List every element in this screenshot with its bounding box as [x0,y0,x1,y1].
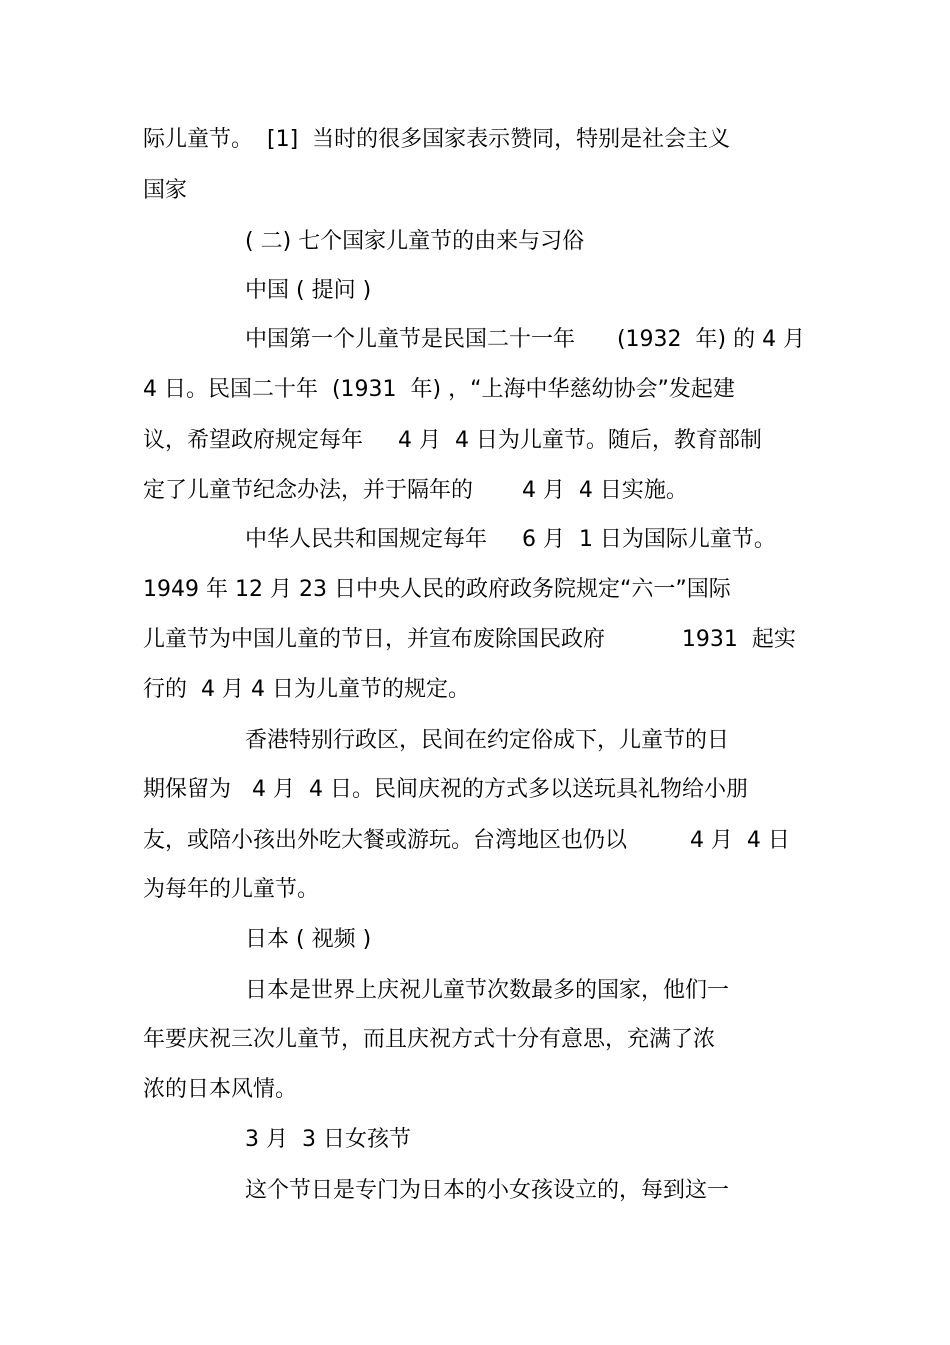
text-line: 际儿童节。 [1] 当时的很多国家表示赞同，特别是社会主义 [143,127,731,152]
text-line: 议，希望政府规定每年 4 月 4 日为儿童节。随后，教育部制 [143,428,762,453]
text-line: 4 日。民国二十年 (1931 年) ，“上海中华慈幼协会”发起建 [143,377,735,402]
text-line: 香港特别行政区，民间在约定俗成下，儿童节的日 [245,728,730,753]
text-line: 浓的日本风情。 [143,1077,298,1102]
subsection-heading: 3 月 3 日女孩节 [245,1127,411,1152]
subsection-heading: 中国 ( 提问 ) [245,278,372,303]
subsection-heading: 日本 ( 视频 ) [245,927,372,952]
text-line: 日本是世界上庆祝儿童节次数最多的国家，他们一 [245,978,730,1003]
text-line: 国家 [143,178,188,203]
text-line: 年要庆祝三次儿童节，而且庆祝方式十分有意思，充满了浓 [143,1027,716,1052]
text-line: 为每年的儿童节。 [143,877,320,902]
text-line: 儿童节为中国儿童的节日，并宣布废除国民政府 1931 起实 [143,627,796,652]
text-line: 友，或陪小孩出外吃大餐或游玩。台湾地区也仍以 4 月 4 日 [143,828,790,853]
text-line: 这个节日是专门为日本的小女孩设立的，每到这一 [245,1178,730,1203]
text-line: 中华人民共和国规定每年 6 月 1 日为国际儿童节。 [245,527,776,552]
section-heading: ( 二) 七个国家儿童节的由来与习俗 [245,229,585,254]
text-line: 定了儿童节纪念办法，并于隔年的 4 月 4 日实施。 [143,478,688,503]
text-line: 中国第一个儿童节是民国二十一年 (1932 年) 的 4 月 [245,327,806,352]
text-line: 期保留为 4 月 4 日。民间庆祝的方式多以送玩具礼物给小朋 [143,777,748,802]
text-line: 1949 年 12 月 23 日中央人民的政府政务院规定“六一”国际 [143,577,731,602]
text-line: 行的 4 月 4 日为儿童节的规定。 [143,677,470,702]
